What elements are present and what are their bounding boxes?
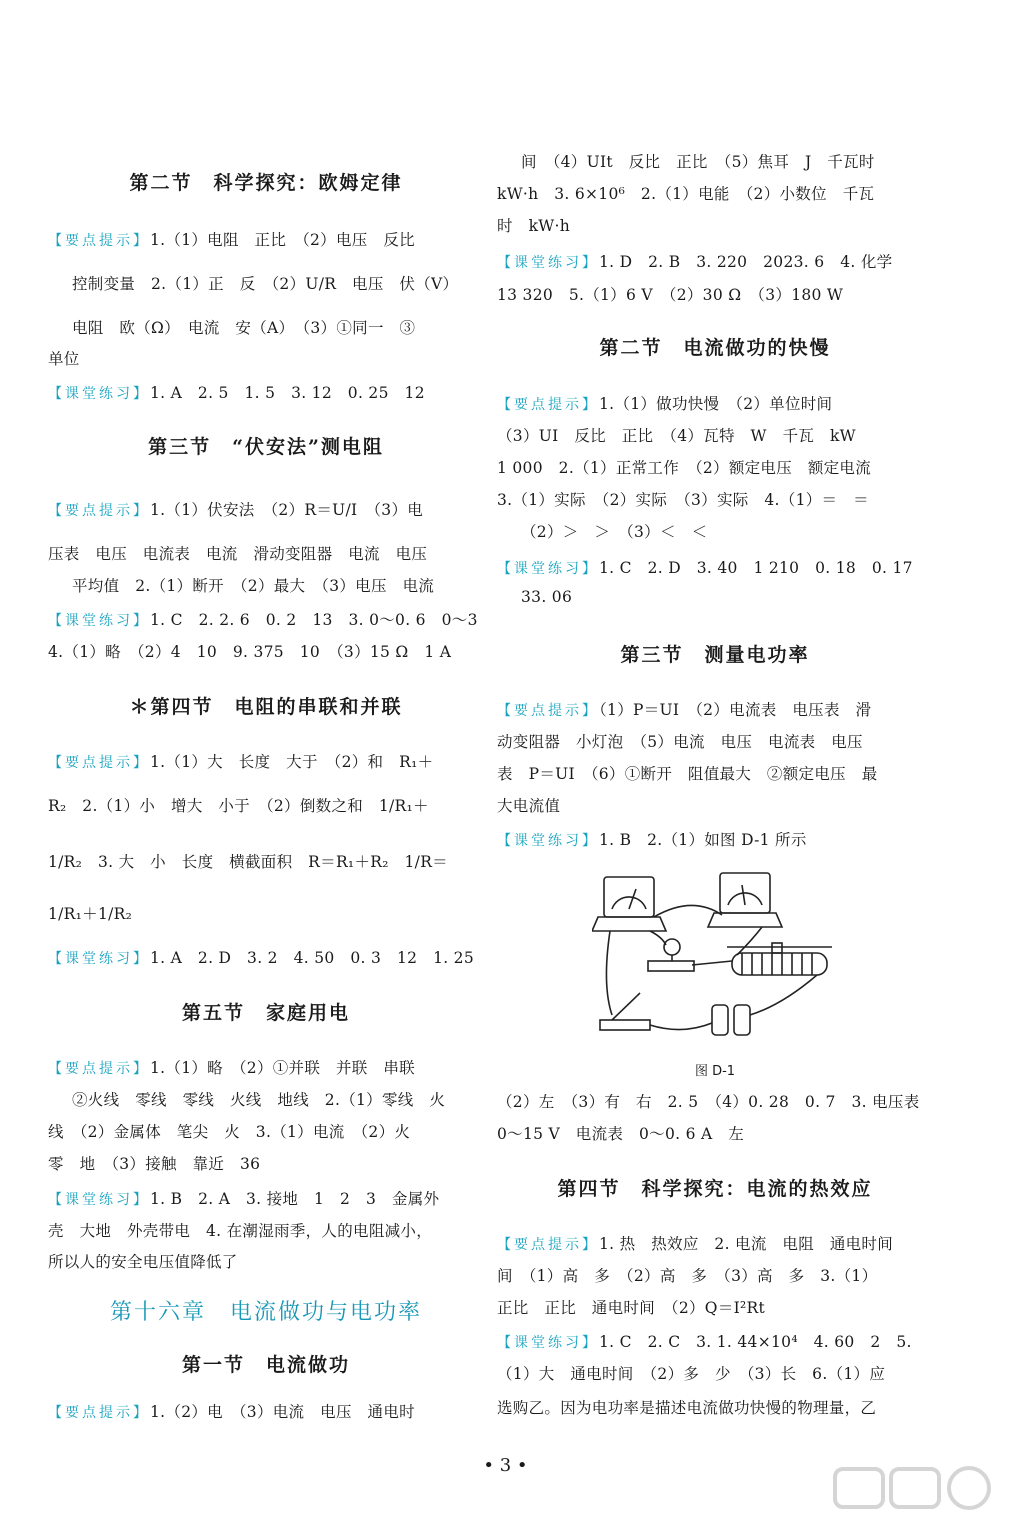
- line-text: 1. A 2. D 3. 2 4. 50 0. 3 12 1. 25: [150, 949, 475, 967]
- line-text: 电阻 欧（Ω） 电流 安（A） （3）①同一 ③: [72, 319, 416, 337]
- line-text: ＊第四节 电阻的串联和并联: [129, 696, 403, 718]
- text-line: [48, 381, 425, 403]
- answer-tag: 【课堂练习】: [48, 386, 150, 402]
- text-line: [48, 750, 433, 772]
- line-text: 1. C 2. C 3. 1. 44×10⁴ 4. 60 2 5.: [599, 1333, 912, 1351]
- line-text: 1.（1）伏安法 （2）R＝U/I （3）电: [150, 501, 424, 519]
- line-text: 时 kW·h: [497, 217, 571, 235]
- line-text: 线 （2）金属体 笔尖 火 3.（1）电流 （2）火: [48, 1123, 411, 1141]
- text-line: [497, 250, 892, 272]
- text-line: [48, 1219, 432, 1241]
- section-heading: [48, 168, 484, 195]
- line-text: 第三节 测量电功率: [620, 644, 810, 666]
- line-text: 所以人的安全电压值降低了: [48, 1253, 238, 1271]
- line-text: 4.（1）略 （2）4 10 9. 375 10 （3）15 Ω 1 A: [48, 643, 452, 661]
- text-line: [48, 316, 415, 338]
- line-text: 1.（1）大 长度 大于 （2）和 R₁＋: [150, 753, 434, 771]
- section-heading: [497, 1174, 933, 1201]
- answer-tag: 【要点提示】: [48, 755, 150, 771]
- line-text: 第十六章 电流做功与电功率: [109, 1300, 422, 1325]
- line-text: 平均值 2.（1）断开 （2）最大 （3）电压 电流: [72, 577, 435, 595]
- line-text: 选购乙。因为电功率是描述电流做功快慢的物理量，乙: [497, 1399, 877, 1417]
- text-line: [48, 1250, 238, 1272]
- line-text: 1. B 2. A 3. 接地 1 2 3 金属外: [150, 1190, 440, 1208]
- answer-tag: 【要点提示】: [48, 1405, 150, 1421]
- text-line: [48, 498, 423, 520]
- text-line: [497, 1396, 876, 1418]
- line-text: 动变阻器 小灯泡 （5）电流 电压 电流表 电压: [497, 733, 863, 751]
- text-line: [48, 574, 434, 596]
- line-text: 零 地 （3）接触 靠近 36: [48, 1155, 261, 1173]
- chapter-heading: [48, 1295, 484, 1326]
- text-line: [48, 640, 451, 662]
- line-text: （2）左 （3）有 右 2. 5 （4）0. 28 0. 7 3. 电压表: [497, 1093, 920, 1111]
- line-text: 压表 电压 电流表 电流 滑动变阻器 电流 电压: [48, 545, 428, 563]
- line-text: （2）＞ ＞ （3）＜ ＜: [521, 523, 708, 541]
- line-text: 1. C 2. D 3. 40 1 210 0. 18 0. 17: [599, 559, 913, 577]
- text-line: [497, 150, 875, 172]
- line-text: ②火线 零线 零线 火线 地线 2.（1）零线 火: [72, 1091, 446, 1109]
- text-line: [497, 520, 707, 542]
- line-text: 控制变量 2.（1）正 反 （2）U/R 电压 伏（V）: [72, 275, 459, 293]
- line-text: 1.（1）做功快慢 （2）单位时间: [599, 395, 833, 413]
- answer-tag: 【要点提示】: [48, 503, 150, 519]
- line-text: 33. 06: [521, 588, 573, 606]
- text-line: [497, 1264, 877, 1286]
- line-text: 表 P＝UI （6）①断开 阻值最大 ②额定电压 最: [497, 765, 878, 783]
- answer-tag: 【课堂练习】: [48, 951, 150, 967]
- line-text: 1.（1）电阻 正比 （2）电压 反比: [150, 231, 415, 249]
- text-line: [497, 488, 869, 510]
- answer-tag: 【课堂练习】: [48, 613, 150, 629]
- text-line: [497, 1330, 912, 1352]
- line-text: 第三节 “伏安法”测电阻: [148, 436, 384, 458]
- text-line: [48, 794, 429, 816]
- answer-tag: 【要点提示】: [497, 1237, 599, 1253]
- text-line: [497, 1122, 744, 1144]
- text-line: [48, 347, 80, 369]
- text-line: [48, 608, 478, 630]
- section-heading: [48, 432, 484, 459]
- line-text: 间 （1）高 多 （2）高 多 （3）高 多 3.（1）: [497, 1267, 878, 1285]
- text-line: [497, 1232, 893, 1254]
- answer-tag: 【要点提示】: [48, 1061, 150, 1077]
- answer-tag: 【课堂练习】: [497, 561, 599, 577]
- text-line: [497, 730, 863, 752]
- line-text: 13 320 5.（1）6 V （2）30 Ω （3）180 W: [497, 286, 844, 304]
- line-text: 1. B 2.（1）如图 D-1 所示: [599, 831, 807, 849]
- line-text: 1. A 2. 5 1. 5 3. 12 0. 25 12: [150, 384, 425, 402]
- text-line: [48, 1152, 260, 1174]
- line-text: 1/R₂ 3. 大 小 长度 横截面积 R＝R₁＋R₂ 1/R＝: [48, 853, 448, 871]
- line-text: 1.（1）略 （2）①并联 并联 串联: [150, 1059, 415, 1077]
- answer-tag: 【课堂练习】: [497, 255, 599, 271]
- line-text: 0～15 V 电流表 0～0. 6 A 左: [497, 1125, 745, 1143]
- answer-tag: 【课堂练习】: [497, 833, 599, 849]
- line-text: 间 （4）UIt 反比 正比 （5）焦耳 J 千瓦时: [521, 153, 875, 171]
- line-text: 壳 大地 外壳带电 4. 在潮湿雨季，人的电阻减小，: [48, 1222, 433, 1240]
- text-line: [497, 283, 843, 305]
- text-line: [497, 456, 871, 478]
- text-line: [497, 698, 871, 720]
- text-line: [497, 1296, 765, 1318]
- line-text: 大电流值: [497, 797, 561, 815]
- text-line: [48, 1088, 445, 1110]
- line-text: （1）大 通电时间 （2）多 少 （3）长 6.（1）应: [497, 1365, 886, 1383]
- text-line: [48, 946, 474, 968]
- figure-caption: 图 D-1: [694, 1064, 736, 1079]
- text-line: [497, 392, 832, 414]
- line-text: 第二节 电流做功的快慢: [599, 337, 831, 359]
- line-text: R₂ 2.（1）小 增大 小于 （2）倒数之和 1/R₁＋: [48, 797, 429, 815]
- section-heading: [497, 333, 933, 360]
- text-line: [497, 828, 807, 850]
- line-text: 3.（1）实际 （2）实际 （3）实际 4.（1）＝ ＝: [497, 491, 869, 509]
- line-text: 单位: [48, 350, 80, 368]
- line-text: （3）UI 反比 正比 （4）瓦特 W 千瓦 kW: [497, 427, 856, 445]
- answer-tag: 【课堂练习】: [497, 1335, 599, 1351]
- text-line: [497, 182, 874, 204]
- line-text: 1.（2）电 （3）电流 电压 通电时: [150, 1403, 415, 1421]
- line-text: 1. 热 热效应 2. 电流 电阻 通电时间: [599, 1235, 894, 1253]
- text-line: [497, 556, 913, 578]
- line-text: （1）P＝UI （2）电流表 电压表 滑: [599, 701, 872, 719]
- text-line: [48, 1400, 415, 1422]
- answer-tag: 【要点提示】: [497, 703, 599, 719]
- text-line: [497, 1090, 920, 1112]
- watermark-logo: [829, 1465, 999, 1530]
- line-text: 第一节 电流做功: [181, 1354, 350, 1376]
- section-heading: [48, 998, 484, 1025]
- text-line: [48, 1056, 415, 1078]
- line-text: kW·h 3. 6×10⁶ 2.（1）电能 （2）小数位 千瓦: [497, 185, 875, 203]
- circuit-figure: [592, 865, 842, 1050]
- line-text: 第五节 家庭用电: [181, 1002, 350, 1024]
- text-line: [48, 1120, 410, 1142]
- text-line: [497, 794, 560, 816]
- text-line: [497, 588, 572, 606]
- text-line: [48, 542, 427, 564]
- text-line: [48, 228, 415, 250]
- answer-tag: 【课堂练习】: [48, 1192, 150, 1208]
- section-heading: [48, 692, 484, 719]
- text-line: [48, 850, 448, 872]
- text-line: [497, 214, 570, 236]
- text-line: [497, 762, 878, 784]
- text-line: [497, 424, 856, 446]
- line-text: 1. C 2. 2. 6 0. 2 13 3. 0～0. 6 0～3: [150, 611, 478, 629]
- line-text: 1/R₁＋1/R₂: [48, 905, 133, 923]
- text-line: [48, 272, 458, 294]
- line-text: 第二节 科学探究：欧姆定律: [129, 172, 403, 194]
- line-text: 1. D 2. B 3. 220 2023. 6 4. 化学: [599, 253, 893, 271]
- answer-tag: 【要点提示】: [497, 397, 599, 413]
- answer-tag: 【要点提示】: [48, 233, 150, 249]
- section-heading: [48, 1350, 484, 1377]
- section-heading: [497, 640, 933, 667]
- page-number: • 3 •: [483, 1455, 528, 1476]
- line-text: 正比 正比 通电时间 （2）Q＝I²Rt: [497, 1299, 766, 1317]
- text-line: [48, 1187, 439, 1209]
- text-line: [497, 1362, 885, 1384]
- line-text: 1 000 2.（1）正常工作 （2）额定电压 额定电流: [497, 459, 872, 477]
- line-text: 第四节 科学探究：电流的热效应: [557, 1178, 873, 1200]
- text-line: [48, 902, 132, 924]
